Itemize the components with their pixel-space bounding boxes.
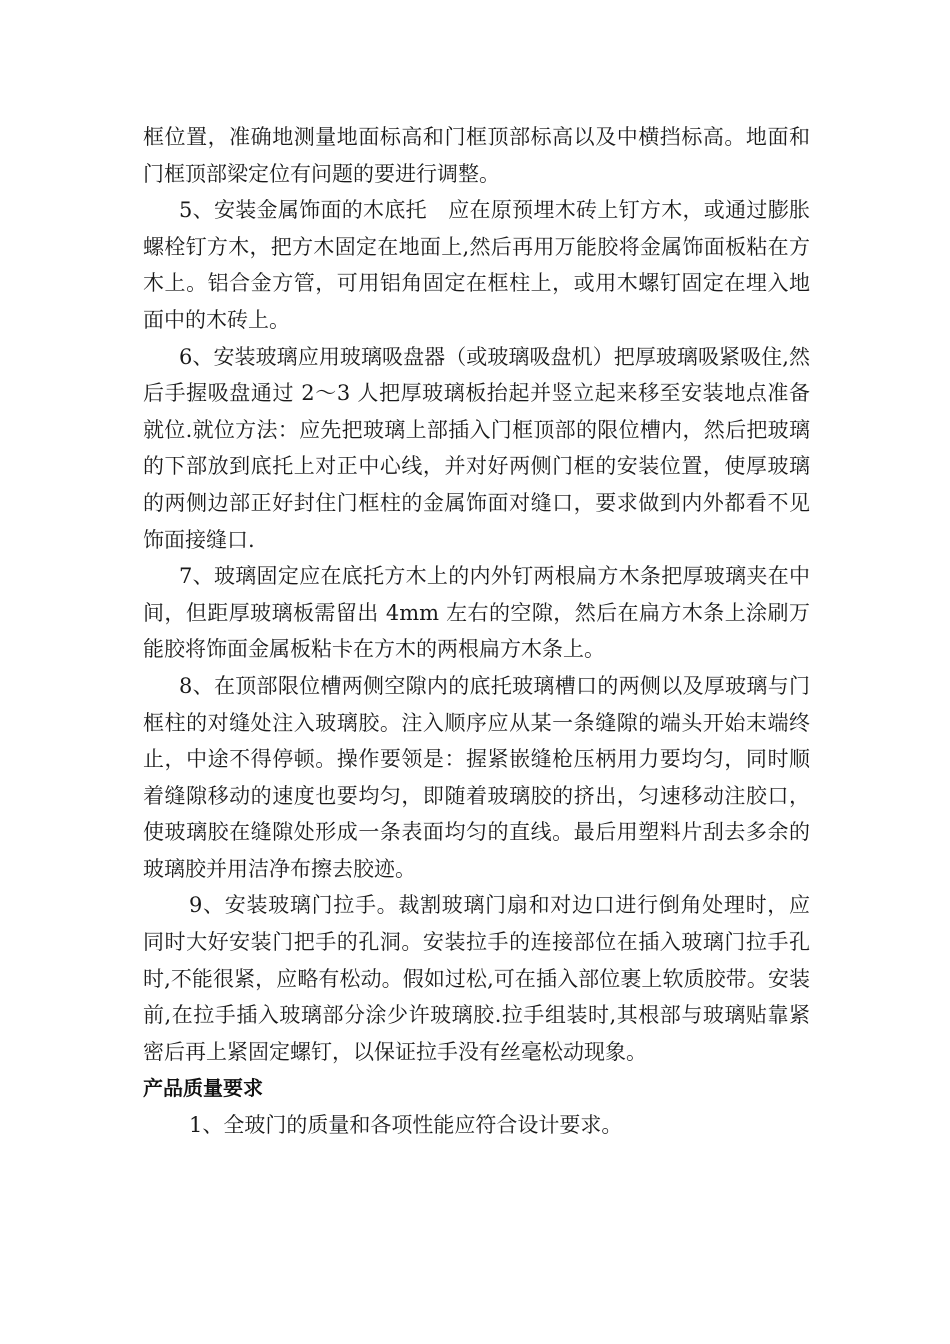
paragraph-step-6: 6、安装玻璃应用玻璃吸盘器（或玻璃吸盘机）把厚玻璃吸紧吸住,然后手握吸盘通过 2～3 人把厚玻璃板抬起并竖立起来移至安装地点准备就位.就位方法：应先把玻璃上部插入门框顶部的限位槽内，然后把玻璃的下部放到底托上对正中心线，并对好两侧门框的安装位置，使厚玻璃的两侧边部正好封住门框柱的金属饰面对缝口，要求做到内外都看不见饰面接缝口.: [143, 344, 810, 552]
paragraph-step-8: 8、在顶部限位槽两侧空隙内的底托玻璃槽口的两侧以及厚玻璃与门框柱的对缝处注入玻璃胶。注入顺序应从某一条缝隙的端头开始末端终止，中途不得停顿。操作要领是：握紧嵌缝枪压柄用力要均匀，同时顺着缝隙移动的速度也要均匀，即随着玻璃胶的挤出，匀速移动注胶口，使玻璃胶在缝隙处形成一条表面均匀的直线。最后用塑料片刮去多余的玻璃胶并用洁净布擦去胶迹。: [143, 673, 810, 881]
document-body: [143, 119, 810, 1144]
section-heading: 产品质量要求: [143, 1076, 263, 1101]
paragraph-continued: 框位置，准确地测量地面标高和门框顶部标高以及中横挡标高。地面和门框顶部梁定位有问题的要进行调整。: [143, 125, 810, 186]
paragraph-step-9: 9、安装玻璃门拉手。裁割玻璃门扇和对边口进行倒角处理时，应同时大好安装门把手的孔洞。安装拉手的连接部位在插入玻璃门拉手孔时,不能很紧，应略有松动。假如过松,可在插入部位裹上软质胶带。安装前,在拉手插入玻璃部分涂少许玻璃胶.拉手组装时,其根部与玻璃贴靠紧密后再上紧固定螺钉，以保证拉手没有丝毫松动现象。: [143, 893, 810, 1064]
paragraph-step-5: 5、安装金属饰面的木底托 应在原预埋木砖上钉方木，或通过膨胀螺栓钉方木，把方木固定在地面上,然后再用万能胶将金属饰面板粘在方木上。铝合金方管，可用铝角固定在框柱上，或用木螺钉固定在埋入地面中的木砖上。: [143, 198, 810, 332]
paragraph-step-7: 7、玻璃固定应在底托方木上的内外钉两根扁方木条把厚玻璃夹在中间，但距厚玻璃板需留出 4mm 左右的空隙，然后在扁方木条上涂刷万能胶将饰面金属板粘卡在方木的两根扁方木条上。: [143, 564, 810, 662]
quality-item-1: 1、全玻门的质量和各项性能应符合设计要求。: [189, 1113, 623, 1138]
